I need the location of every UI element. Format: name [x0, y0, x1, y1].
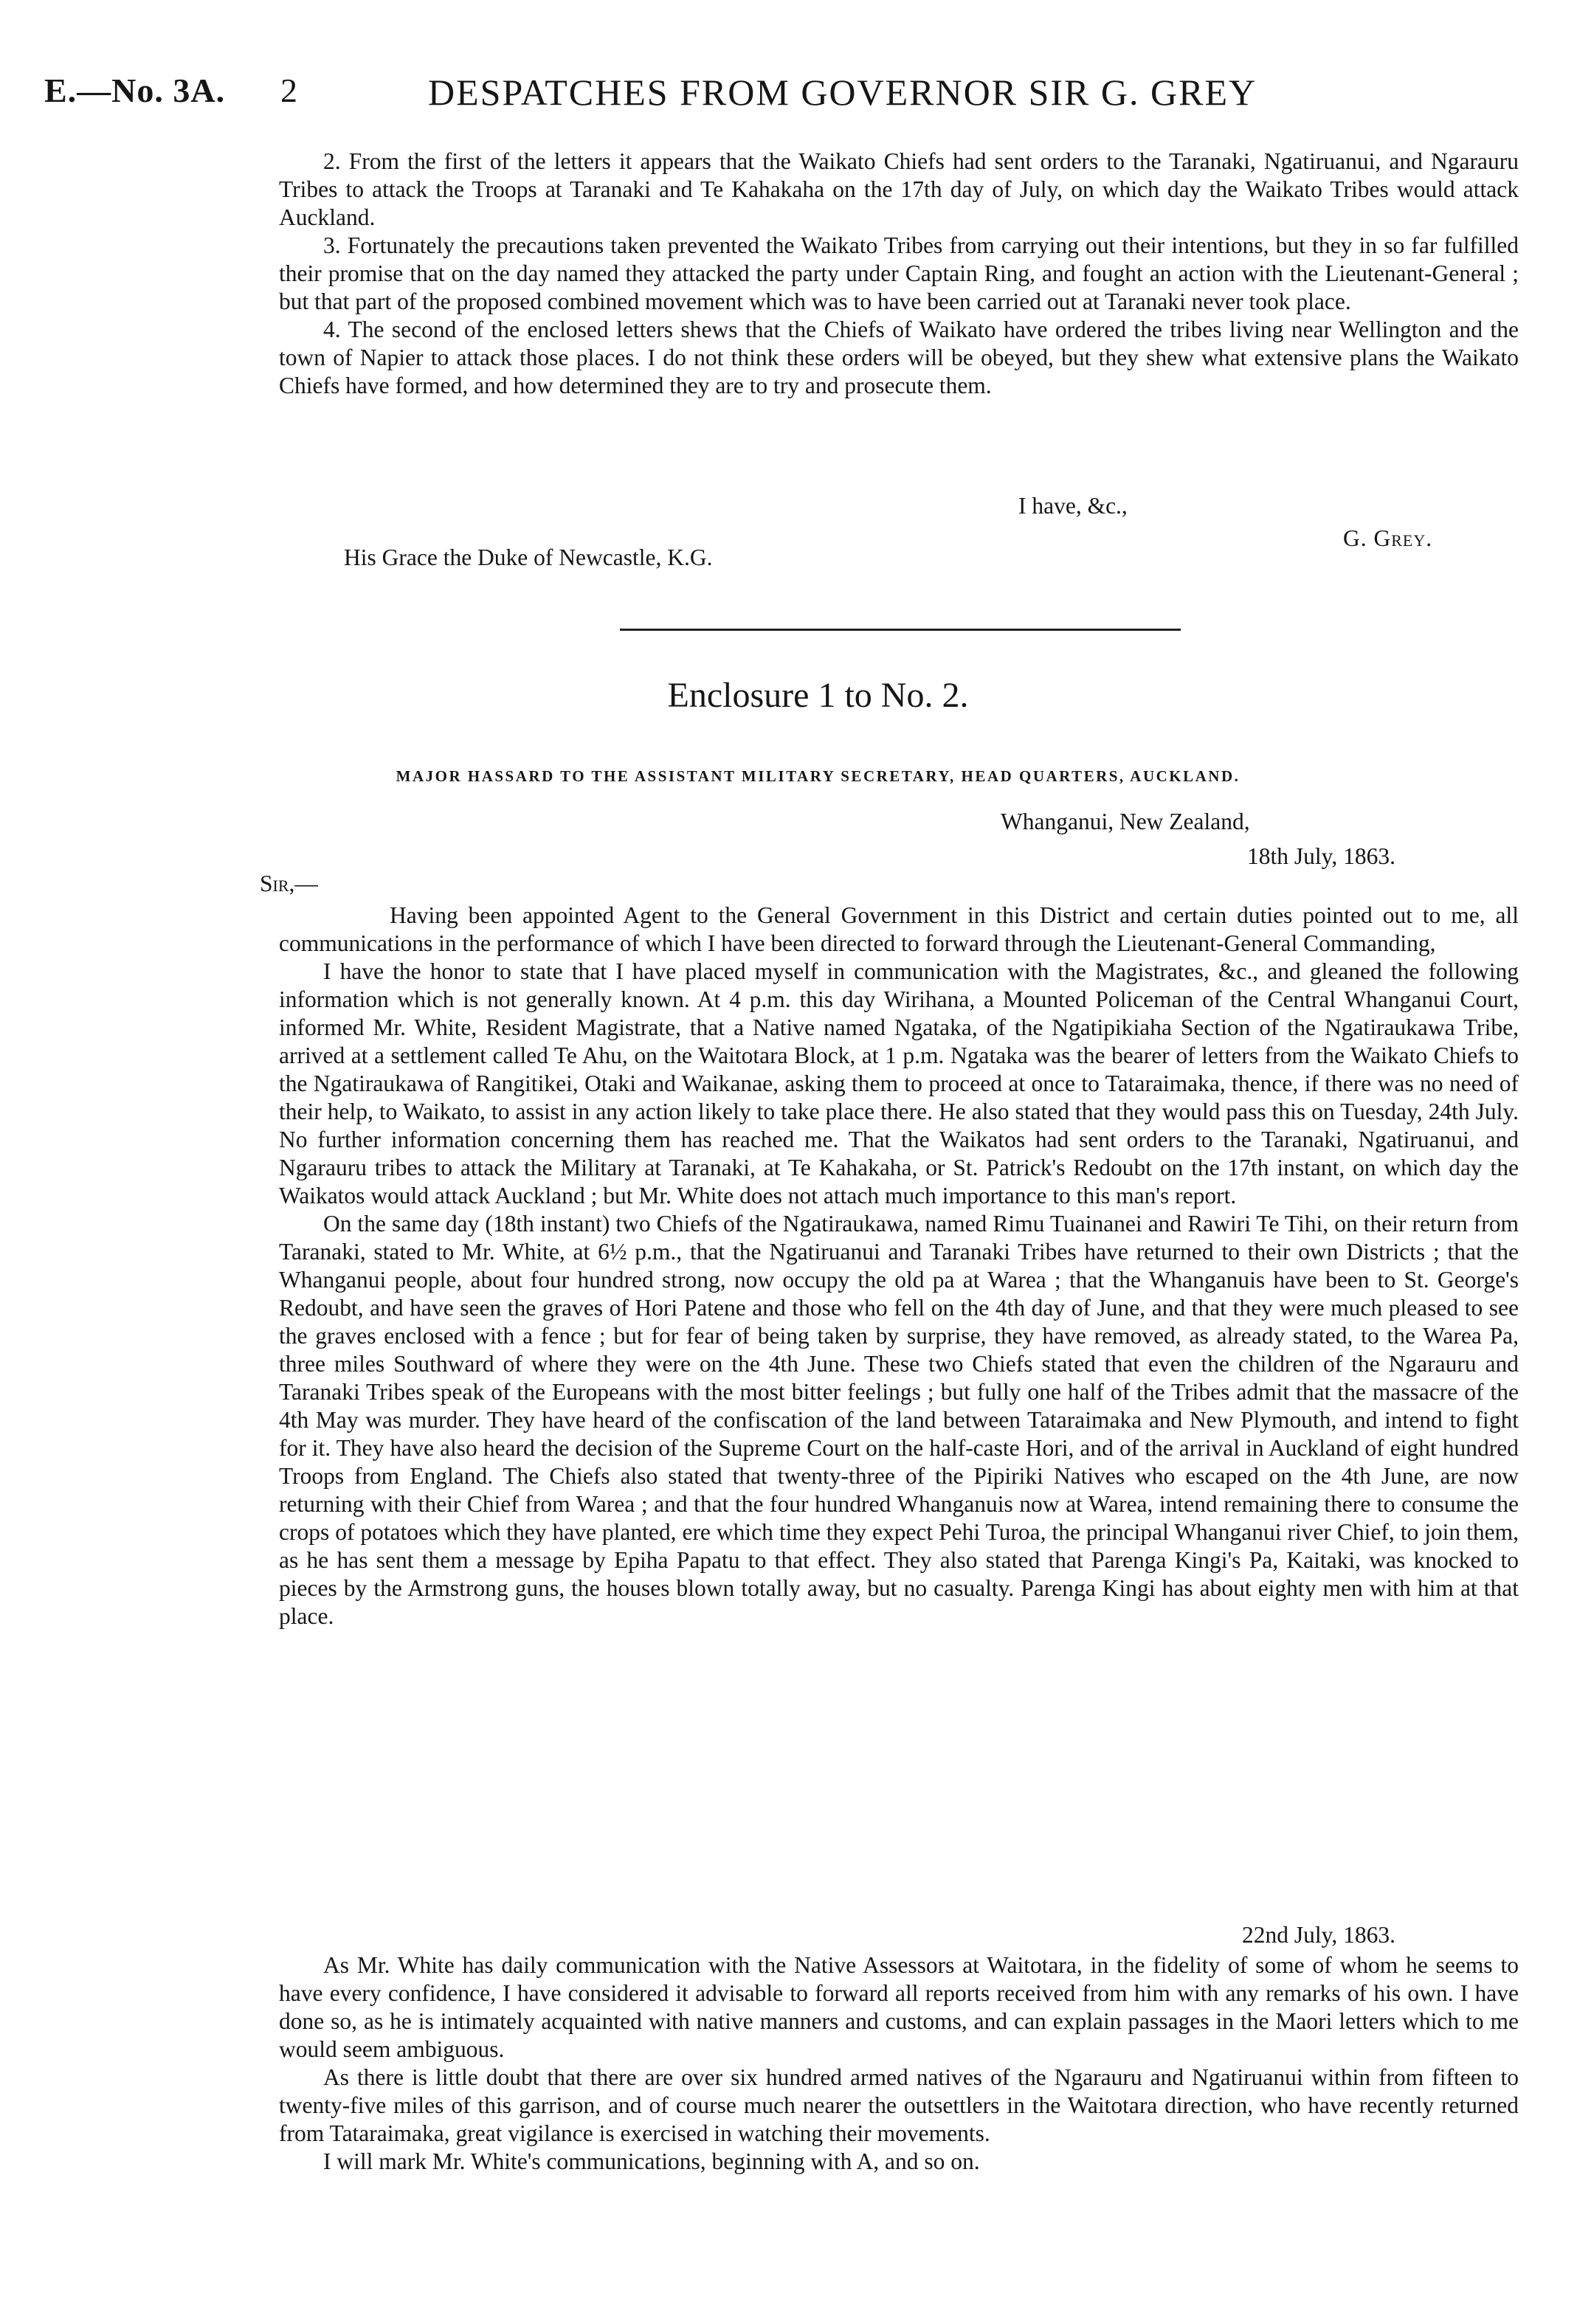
- section-divider: [620, 629, 1181, 631]
- enclosure-title: Enclosure 1 to No. 2.: [667, 676, 969, 715]
- postscript-paragraph: I will mark Mr. White's communications, beginning with A, and so on.: [323, 2148, 980, 2174]
- page-number: 2: [280, 72, 297, 109]
- addressee: His Grace the Duke of Newcastle, K.G.: [344, 544, 713, 570]
- running-header: [44, 71, 1533, 122]
- closing-formula: I have, &c.,: [1018, 493, 1128, 519]
- postscript-date: 22nd July, 1863.: [1242, 1922, 1395, 1948]
- despatch-paragraph-3: 3. Fortunately the precautions taken prevented the Waikato Tribes from carrying out their intentions, but they in so far fulfilled their promise that on the day named they attacked the party under Captain Ring, and fought an action with the Lieutenant-General ; but that part of the proposed combined movement which was to have been carried out at Taranaki never took place.: [279, 232, 1519, 314]
- enclosure-paragraph: I have the honor to state that I have placed myself in communication with the Magistrates, &c., and gleaned the following information which is not generally known. At 4 p.m. this day Wirihana, a Mounted Policeman of the Central Whanganui Court, informed Mr. White, Resident Magistrate, that a Native named Ngataka, of the Ngatipikiaha Section of the Ngatiraukawa Tribe, arrived at a settlement called Te Ahu, on the Waitotara Block, at 1 p.m. Ngataka was the bearer of letters from the Waikato Chiefs to the Ngatiraukawa of Rangitikei, Otaki and Waikanae, asking them to proceed at once to Tataraimaka, thence, if there was no need of their help, to Waikato, to assist in any action likely to take place there. He also stated that they would pass this on Tuesday, 24th July. No further information concerning them has reached me. That the Waikatos had sent orders to the Taranaki, Ngatiruanui, and Ngarauru tribes to attack the Military at Taranaki, at Te Kahakaha, or St. Patrick's Redoubt on the 17th instant, on which day the Waikatos would attack Auckland ; but Mr. White does not attach much importance to this man's report.: [279, 958, 1519, 1208]
- enclosure-paragraph: On the same day (18th instant) two Chiefs of the Ngatiraukawa, named Rimu Tuainanei and Rawiri Te Tihi, on their return from Taranaki, stated to Mr. White, at 6½ p.m., that the Ngatiruanui and Taranaki Tribes have returned to their own Districts ; that the Whanganui people, about four hundred strong, now occupy the old pa at Warea ; that the Whanganuis have been to St. George's Redoubt, and have seen the graves of Hori Patene and those who fell on the 4th day of June, and that they were much pleased to see the graves enclosed with a fence ; but for fear of being taken by surprise, they have removed, as already stated, to the Warea Pa, three miles Southward of where they were on the 4th June. These two Chiefs stated that even the children of the Ngarauru and Taranaki Tribes speak of the Europeans with the most bitter feelings ; but fully one half of the Tribes admit that the massacre of the 4th May was murder. They have heard of the confiscation of the land between Tataraimaka and New Plymouth, and intend to fight for it. They have also heard the decision of the Supreme Court on the half-caste Hori, and of the arrival in Auckland of eight hundred Troops from England. The Chiefs also stated that twenty-three of the Pipiriki Natives who escaped on the 4th June, are now returning with their Chief from Warea ; and that the four hundred Whanganuis now at Warea, intend remaining there to consume the crops of potatoes which they have planted, ere which time they expect Pehi Turoa, the principal Whanganui river Chief, to join them, as he has sent them a message by Epiha Papatu to that effect. They also stated that Parenga Kingi's Pa, Kaitaki, was knocked to pieces by the Armstrong guns, the houses blown totally away, but no casualty. Parenga Kingi has about eighty men with him at that place.: [279, 1211, 1519, 1629]
- running-title: DESPATCHES FROM GOVERNOR SIR G. GREY: [428, 72, 1257, 113]
- despatch-paragraph-2: 2. From the first of the letters it appears that the Waikato Chiefs had sent orders to the Taranaki, Ngatiruanui, and Ngarauru Tribes to attack the Troops at Taranaki and Te Kahakaha on the 17th day of July, on which day the Waikato Tribes would attack Auckland.: [279, 148, 1519, 230]
- postscript-paragraph: As Mr. White has daily communication with the Native Assessors at Waitotara, in the fidelity of some of whom he seems to have every confidence, I have considered it advisable to forward all reports received from him with any remarks of his own. I have done so, as he is intimately acquainted with native manners and customs, and can explain passages in the Maori letters which to me would seem ambiguous.: [279, 1952, 1519, 2062]
- despatch-body: [279, 148, 1519, 400]
- letter-place: Whanganui, New Zealand,: [1001, 809, 1250, 834]
- postscript-paragraph: As there is little doubt that there are over six hundred armed natives of the Ngarauru and Ngatiruanui within from fifteen to twenty-five miles of this garrison, and of course much nearer the outsettlers in the Waitotara direction, who have recently returned from Tataraimaka, great vigilance is exercised in watching their movements.: [279, 2064, 1519, 2146]
- letter-date: 18th July, 1863.: [1247, 843, 1395, 869]
- document-reference: E.—No. 3A.: [44, 72, 226, 109]
- despatch-paragraph-4: 4. The second of the enclosed letters shews that the Chiefs of Waikato have ordered the tribes living near Wellington and the town of Napier to attack those places. I do not think these orders will be obeyed, but they shew what extensive plans the Waikato Chiefs have formed, and how determined they are to try and prosecute them.: [279, 317, 1519, 398]
- signature: G. Grey.: [1343, 525, 1433, 551]
- postscript-body: [279, 1951, 1519, 2176]
- enclosure-body: [279, 902, 1519, 1630]
- salutation: Sir,—: [260, 871, 318, 896]
- enclosure-subtitle: MAJOR HASSARD TO THE ASSISTANT MILITARY SECRETARY, HEAD QUARTERS, AUCKLAND.: [396, 767, 1240, 785]
- enclosure-paragraph: Having been appointed Agent to the General Government in this District and certain duties pointed out to me, all communications in the performance of which I have been directed to forward through the Lieutenant-General Commanding,: [279, 902, 1519, 956]
